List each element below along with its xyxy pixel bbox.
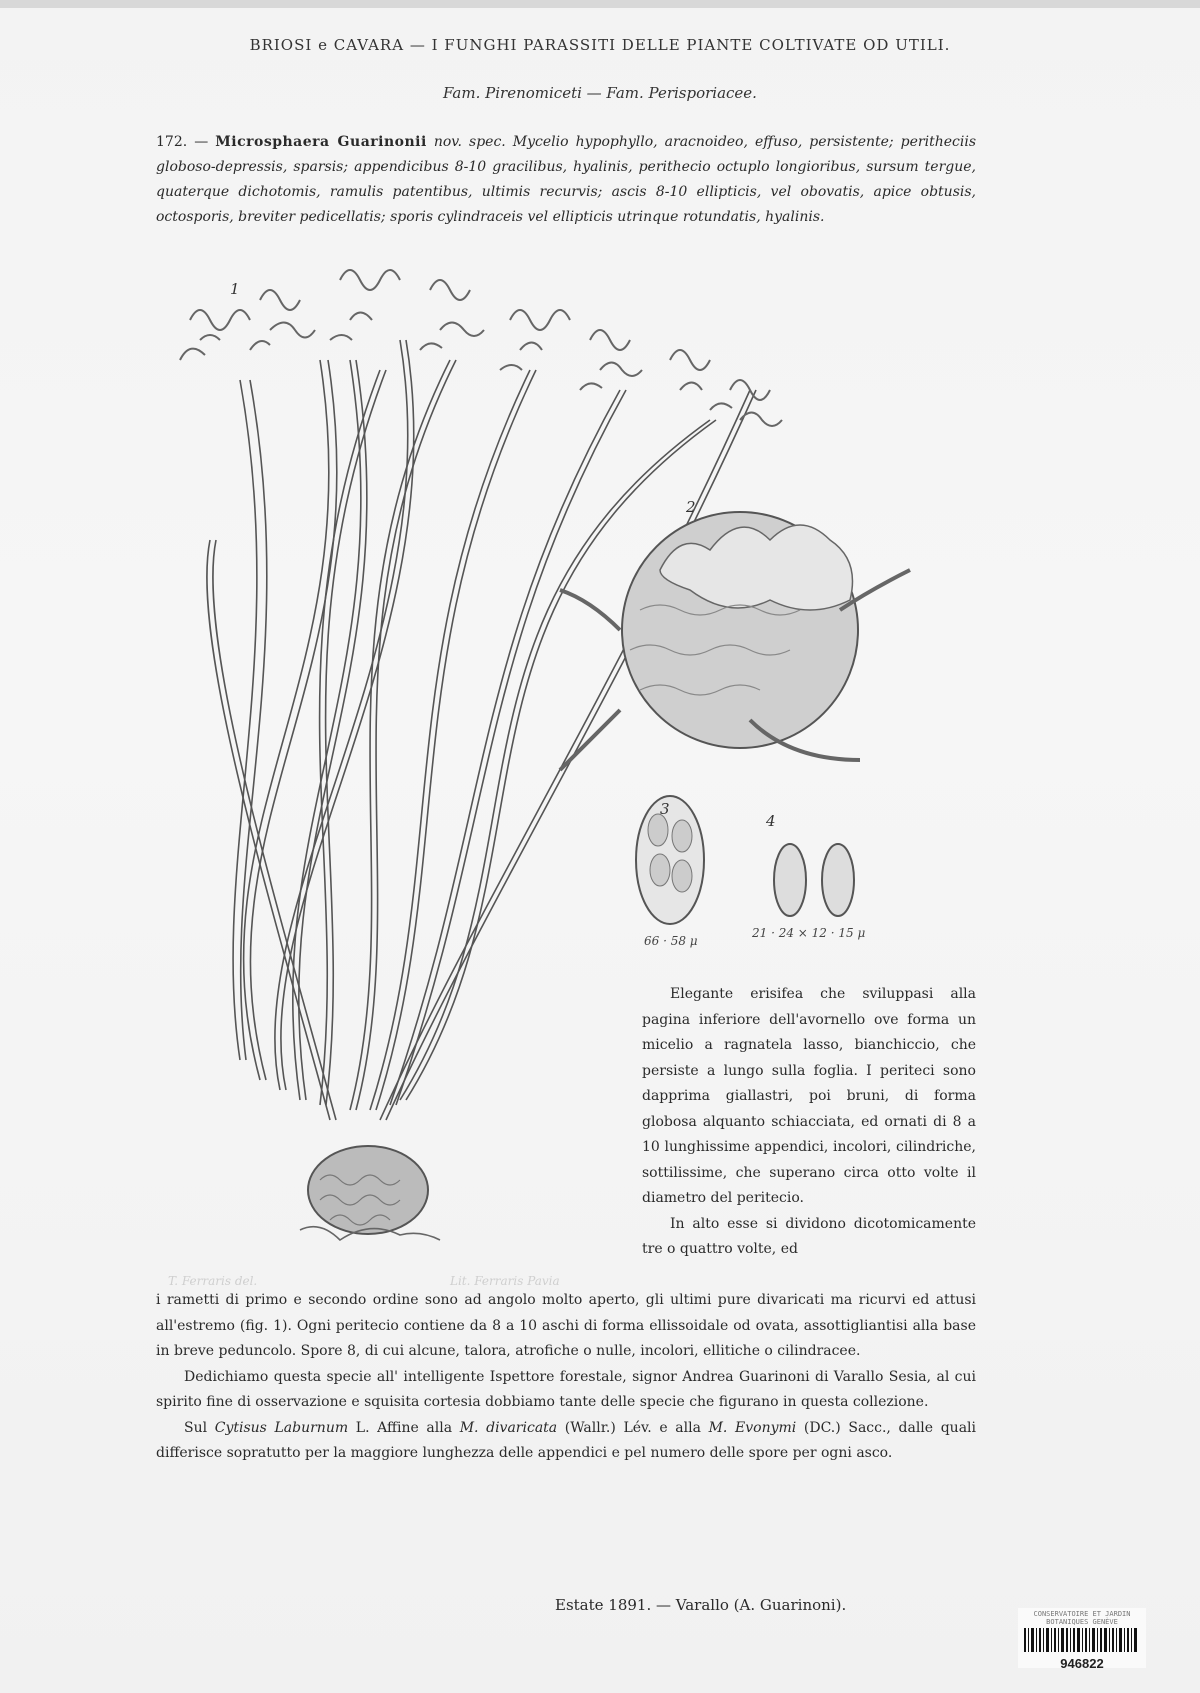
related-species-1: M. divaricata [459,1419,558,1436]
description-full-width [156,1288,976,1467]
description-paragraph-host [156,1416,976,1467]
species-latin-diagnosis: Mycelio hypophyllo, aracnoideo, effuso, persistente; peritheciis globoso-depressis, sparsis; appendicibus 8-10 gracilibus, hyalinis, perithecio octuplo longioribus, sursum tergue, quaterque dichotomis, ramulis patentibus, ultimis recurvis; ascis 8-10 ellipticis, vel obovatis, apice obtusis, octosporis, breviter pedicellatis; sporis cylindraceis vel ellipticis utrinque rotundatis, hyalinis. [156,134,977,225]
page-header: BRIOSI e CAVARA — I FUNGHI PARASSITI DELLE PIANTE COLTIVATE OD UTILI. [249,36,951,54]
credit-draftsman: T. Ferraris del. [168,1274,258,1288]
figure-label-4: 4 [766,812,776,830]
species-number: 172. [156,134,188,150]
description-paragraph-1: Elegante erisifea che sviluppasi alla pagina inferiore dell'avornello ove forma un micelio a ragnatela lasso, bianchiccio, che persiste a lungo sulla foglia. I periteci sono dapprima giallastri, poi bruni, di forma globosa alquanto schiacciata, ed ornati di 8 a 10 lunghissime appendici, incolori, cilindriche, sottilissime, che superano circa otto volte il diametro del peritecio. [642,986,976,1206]
figure-label-1: 1 [230,280,240,298]
figure-label-3: 3 [660,800,670,818]
scale-figure-3: 66 · 58 μ [644,934,698,948]
related-species-2: M. Evonymi [708,1419,797,1436]
figure-4-spores [774,844,854,916]
species-diagnosis [156,130,976,230]
host-text-d: (DC.) Sacc., dalle quali differisce sopratutto per la maggiore lunghezza delle appendici e pel numero delle spore per ogni asco. [156,1419,976,1461]
figure-2-perithecium-ruptured [560,512,910,770]
figure-3-ascus [636,796,704,924]
collection-locality: Estate 1891. — Varallo (A. Guarinoni). [555,1596,847,1614]
credit-lithographer: Lit. Ferraris Pavia [450,1274,560,1288]
host-plant-name: Cytisus Laburnum [214,1419,349,1436]
figure-1-tips [180,270,782,426]
species-name: Microsphaera Guarinonii [215,134,427,150]
species-status: nov. spec. [433,134,506,150]
description-right-column [642,982,976,1263]
host-text-c: (Wallr.) Lév. e alla [557,1419,709,1436]
description-paragraph-dedication: Dedichiamo questa specie all' intelligente Ispettore forestale, signor Andrea Guarinoni di Varallo Sesia, al cui spirito fine di osservazione e squisita cortesia dobbiamo tante delle specie che figurano in questa collezione. [156,1368,976,1410]
host-text-a: Sul [184,1419,215,1436]
figure-1-perithecium [300,1146,440,1240]
host-text-b: L. Affine alla [348,1419,460,1436]
sheet-fold [0,0,1200,8]
barcode-institution: CONSERVATOIRE ET JARDIN BOTANIQUES GENÈVE [1033,1610,1131,1626]
family-line: Fam. Pirenomiceti — Fam. Perisporiacee. [443,84,757,102]
barcode-label [1018,1608,1146,1671]
figure-label-2: 2 [686,498,696,516]
species-dash: — [194,134,209,150]
barcode-number: 946822 [1060,1656,1104,1671]
description-paragraph-2-continued: i rametti di primo e secondo ordine sono ad angolo molto aperto, gli ultimi pure divaricati ma ricurvi ed attusi all'estremo (fig. 1). Ogni peritecio contiene da 8 a 10 aschi di forma ellissoidale od ovata, assottigliantisi alla base in breve peduncolo. Spore 8, di cui alcune, talora, atrofiche o nulle, incolori, ellitiche o cilindracee. [156,1292,976,1359]
scale-figure-4: 21 · 24 × 12 · 15 μ [752,926,866,940]
description-paragraph-2-start: In alto esse si dividono dicotomicamente tre o quattro volte, ed [642,1215,976,1257]
barcode-icon [1018,1626,1146,1654]
